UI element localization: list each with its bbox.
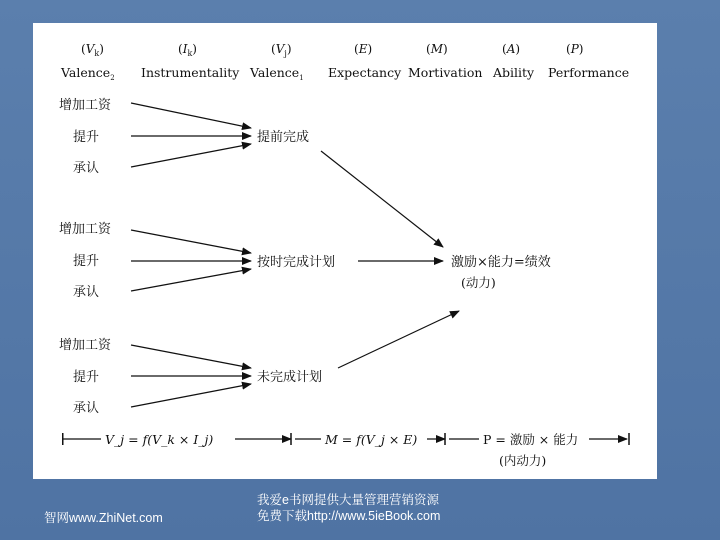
symbol-p: (P) bbox=[566, 42, 584, 56]
reward-label: 承认 bbox=[73, 285, 100, 300]
footer-resource-line: 我爱e书网提供大量管理营销资源 bbox=[257, 493, 439, 507]
symbol-e: (E) bbox=[354, 42, 373, 56]
reward-group-3 bbox=[59, 337, 322, 416]
header-symbols bbox=[81, 42, 583, 58]
outcome-label: 按时完成计划 bbox=[257, 255, 336, 270]
outcome-arrow bbox=[338, 311, 459, 368]
footer-download-link[interactable]: 免费下载http://www.5ieBook.com bbox=[257, 509, 441, 523]
reward-label: 提升 bbox=[73, 254, 100, 269]
symbol-ik: $(I_k)$ bbox=[178, 42, 197, 58]
formula-p: P = 激励 × 能力 bbox=[483, 432, 579, 447]
footer-resource-note bbox=[257, 492, 440, 524]
symbol-a: (A) bbox=[502, 42, 521, 56]
reward-group-2 bbox=[59, 221, 335, 300]
label-ability: Ability bbox=[493, 65, 535, 80]
label-expectancy: Expectancy bbox=[328, 65, 402, 80]
reward-arrow bbox=[131, 345, 251, 368]
formula-p-subtitle: (内动力) bbox=[499, 453, 547, 468]
reward-arrow bbox=[131, 103, 251, 128]
result-equation: 激励×能力=绩效 bbox=[451, 255, 551, 270]
footer-site-link[interactable]: 智网www.ZhiNet.com bbox=[44, 511, 163, 525]
reward-arrow bbox=[131, 230, 251, 253]
reward-group-1 bbox=[59, 97, 309, 176]
reward-label: 承认 bbox=[73, 401, 100, 416]
symbol-vk: $(V_k)$ bbox=[81, 42, 104, 58]
vroom-expectancy-diagram bbox=[33, 23, 657, 479]
reward-label: 承认 bbox=[73, 161, 100, 176]
label-valence-1: Valence$_1$ bbox=[250, 65, 304, 82]
symbol-vj: $(V_j)$ bbox=[271, 42, 292, 58]
reward-label: 提升 bbox=[73, 370, 100, 385]
reward-arrow bbox=[131, 384, 251, 407]
formula-vj: V_j = f(V_k × I_j) bbox=[105, 432, 214, 447]
outcome-label: 未完成计划 bbox=[257, 370, 323, 385]
outcome-arrow bbox=[321, 151, 443, 247]
diagram-panel bbox=[33, 23, 657, 479]
label-instrumentality: Instrumentality bbox=[141, 65, 240, 80]
formula-bar bbox=[63, 432, 629, 468]
outcome-arrows bbox=[321, 151, 459, 368]
reward-label: 增加工资 bbox=[59, 222, 112, 237]
reward-label: 提升 bbox=[73, 130, 100, 145]
outcome-label: 提前完成 bbox=[257, 130, 310, 145]
symbol-m: (M) bbox=[426, 42, 448, 56]
reward-label: 增加工资 bbox=[59, 98, 112, 113]
reward-label: 增加工资 bbox=[59, 338, 112, 353]
header-labels bbox=[60, 65, 629, 82]
formula-m: M = f(V_j × E) bbox=[325, 432, 418, 447]
label-mortivation: Mortivation bbox=[408, 65, 483, 80]
label-valence-2: Valence$_2$ bbox=[61, 65, 115, 82]
reward-arrow bbox=[131, 269, 251, 291]
result-subtitle: (动力) bbox=[461, 275, 496, 290]
label-performance: Performance bbox=[548, 65, 630, 80]
reward-arrow bbox=[131, 144, 251, 167]
